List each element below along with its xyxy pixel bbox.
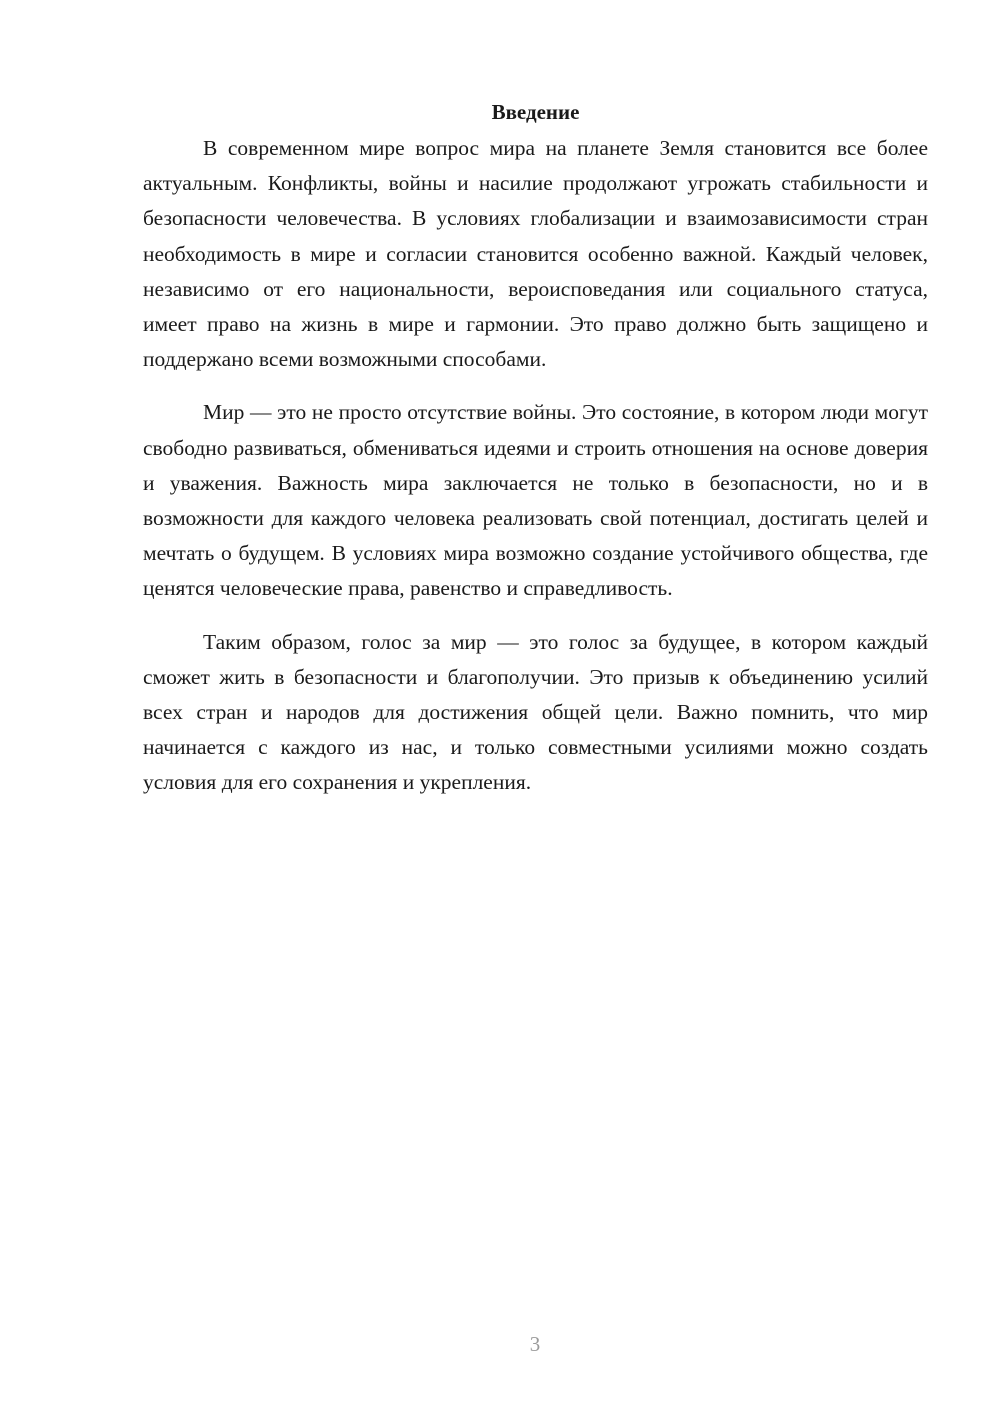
paragraph-3: Таким образом, голос за мир — это голос за будущее, в котором каждый сможет жить в безопасности и благополучии. Это призыв к объединению усилий всех стран и народов для достижения общей цели. Важно помнить, что мир начинается с каждого из нас, и только совместными усилиями можно создать условия для его сохранения и укрепления. <box>143 629 928 795</box>
page-content <box>143 98 928 801</box>
page-number: 3 <box>529 1332 541 1356</box>
paragraph-1: В современном мире вопрос мира на планете Земля становится все более актуальным. Конфликты, войны и насилие продолжают угрожать стабильности и безопасности человечества. В условиях глобализации и взаимозависимости стран необходимость в мире и согласии становится особенно важной. Каждый человек, независимо от его национальности, вероисповедания или социального статуса, имеет право на жизнь в мире и гармонии. Это право должно быть защищено и поддержано всеми возможными способами. <box>143 136 928 372</box>
paragraph-2: Мир — это не просто отсутствие войны. Это состояние, в котором люди могут свободно развиваться, обмениваться идеями и строить отношения на основе доверия и уважения. Важность мира заключается не только в безопасности, но и в возможности для каждого человека реализовать свой потенциал, достигать целей и мечтать о будущем. В условиях мира возможно создание устойчивого общества, где ценятся человеческие права, равенство и справедливость. <box>143 400 928 601</box>
section-title: Введение <box>491 100 580 124</box>
